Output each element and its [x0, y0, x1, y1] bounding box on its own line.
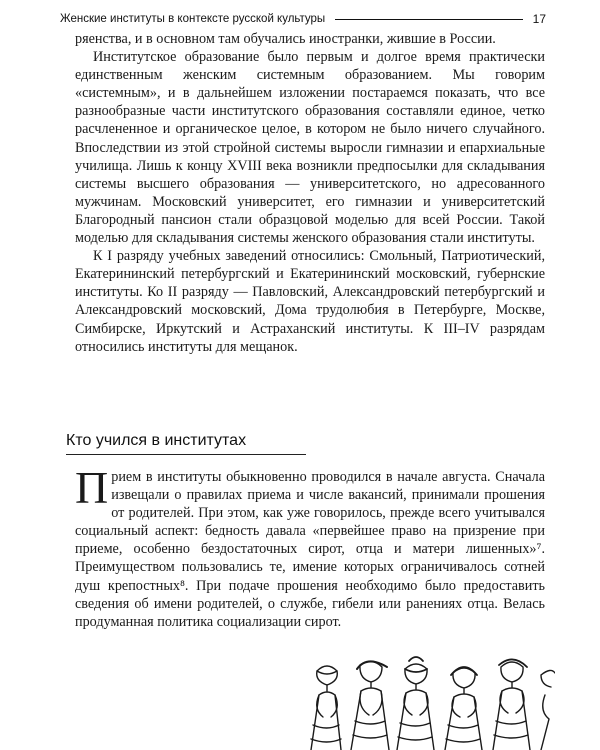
- section-heading-rule: [66, 454, 306, 455]
- schoolgirls-illustration: [305, 655, 555, 750]
- body-text-bottom: [75, 462, 545, 631]
- section-heading: Кто учился в институтах: [66, 432, 247, 449]
- paragraph-continuation: ряенства, и в основном там обучались иностранки, жившие в России.: [75, 31, 496, 47]
- paragraph-institute-ranks: К I разряду учебных заведений относились: Смольный, Патриотический, Екатерининский петербургский и Екатерининский московский, губернские институты. Ко II разряду — Павловский, Александровский петербургский и Александровский московский, Дома трудолюбия в Петербурге, Москве, Симбирске, Иркутский и Астраханский институты. К III–IV разрядам относились институты для мещанок.: [75, 248, 545, 355]
- girl-figure-3: [397, 657, 434, 750]
- paragraph-system-education: Институтское образование было первым и долгое время практически единственным женским системным образованием. Мы говорим «системным», и в дальнейшем изложении постараемся показать, что все разнообразные части институтского образования составляли единое, четко расчлененное и органическое целое, в котором не было ничего случайного. Впоследствии из этой стройной системы выросли гимназии и епархиальные училища. Лишь к концу XVIII века возникли предпосылки для складывания системы высшего образования — университетского, но адресованного мужчинам. Московский университет, его гимназии и университетский Благородный пансион стали образцовой моделью для всей России. Такой моделью для складывания системы женского образования стали институты.: [75, 49, 545, 247]
- girl-figure-4: [445, 667, 482, 750]
- header-rule: [335, 19, 522, 20]
- girl-figure-5: [493, 659, 530, 750]
- paragraph-admission-text: рием в институты обыкновенно проводился в начале августа. Сначала извещали о правилах приема и числе вакансий, принимали прошения от родителей. При этом, как уже говорилось, прежде всего учитывался социальный аспект: бедность давала «первейшее право на призрение при приеме, особенно бездостаточных сирот, отца и матери лишенных»⁷. Преимуществом пользовались те, имение которых ограничивалось сотней душ крепостных⁸. При подаче прошения необходимо было предоставить сведения об имени родителей, о службе, гибели или ранениях отца. Велась продуманная политика социализации сирот.: [75, 469, 545, 630]
- paragraph-admission: [75, 462, 545, 631]
- running-header-title: Женские институты в контексте русской культуры: [60, 13, 326, 25]
- drop-cap: П: [75, 462, 109, 513]
- running-header: [60, 10, 546, 28]
- girl-figure-1: [311, 666, 341, 750]
- girl-figure-6: [541, 670, 555, 750]
- body-text-top: [75, 30, 545, 356]
- page-number: 17: [532, 12, 546, 26]
- girl-figure-2: [351, 661, 389, 750]
